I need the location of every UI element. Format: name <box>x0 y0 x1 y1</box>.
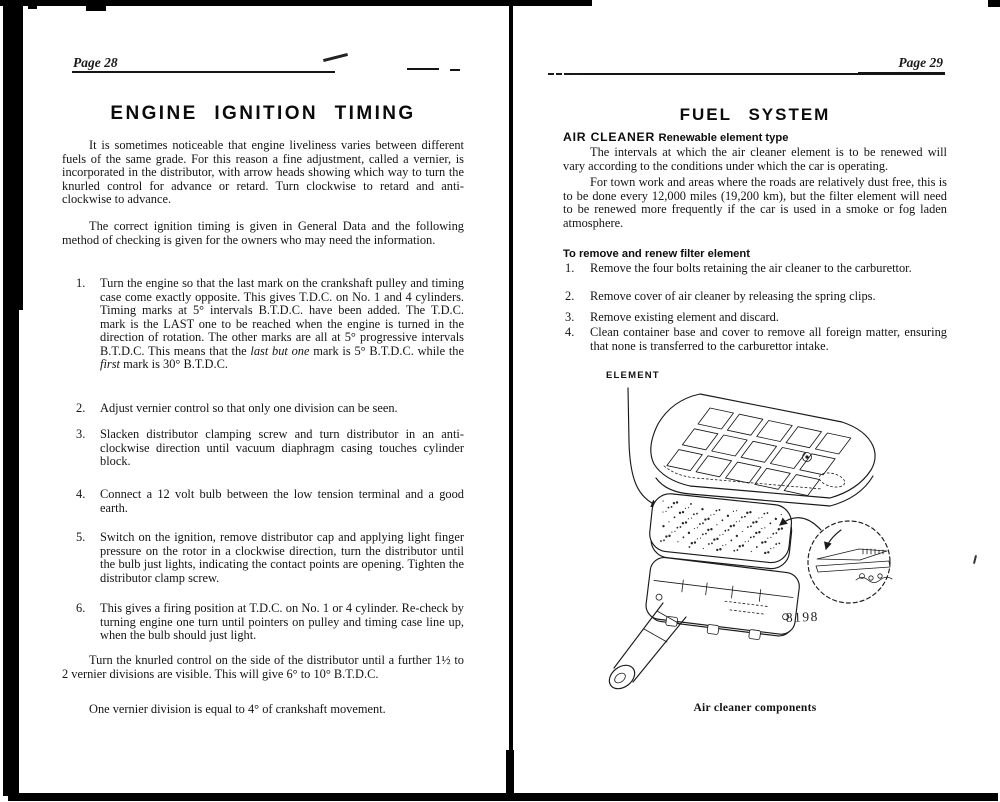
subheading: To remove and renew filter element <box>563 248 750 260</box>
list-text-segment: mark is 30° B.T.D.C. <box>119 357 228 371</box>
list-text-segment: mark is 5° B.T.D.C. while the <box>309 343 464 358</box>
base-drawing <box>643 556 800 644</box>
list-text <box>100 277 464 372</box>
paragraph: It is sometimes noticeable that engine liveliness varies between different fuels of the same grade. For this reason a fine adjustment, called a vernier, is incorporated in the distributor, with arrow heads showing which way to turn the knurled control for advance or retard. Turn clockwise to retard and anti-clockwise to advance. <box>62 138 464 206</box>
list-number: 4. <box>76 487 86 501</box>
section-heading <box>563 130 947 144</box>
scan-gutter-bottom <box>506 750 514 796</box>
inset-element-edge <box>816 561 890 572</box>
header-rule-left <box>72 71 335 73</box>
list-text-italic: last but one <box>250 343 310 358</box>
page-title-left: ENGINE IGNITION TIMING <box>110 103 416 124</box>
list-text: Adjust vernier control so that only one division can be seen. <box>100 401 398 415</box>
cover-wingnut-dot <box>805 455 808 458</box>
section-heading-main: AIR CLEANER <box>563 130 656 144</box>
list-item <box>563 290 947 304</box>
cover-drawing <box>651 394 875 506</box>
air-cleaner-figure <box>560 360 980 700</box>
list-number: 2. <box>565 289 575 303</box>
cover-outline <box>651 394 875 498</box>
inset-hatch-dot <box>878 574 882 578</box>
base-foot <box>707 624 719 634</box>
list-text-segment: Turn the engine so that the last mark on the crankshaft pulley and timing case come exactly opposite. This gives T.D.C. on No. 1 and 4 cylinders. Timing marks at 5° intervals B.T.D.C. have been added. The T.D.C. mark is the LAST one to be reached when the engine is turned in the direction of rotation. The other marks are all at 5° progressive intervals B.T.D.C. This means that the <box>100 276 464 358</box>
list-number: 4. <box>565 325 575 339</box>
list-item <box>62 488 464 515</box>
list-text: Clean container base and cover to remove all foreign matter, ensuring that none is transferred to the carburettor intake. <box>590 325 947 353</box>
header-rule-right-thick <box>858 72 945 75</box>
list-item <box>62 402 464 416</box>
list-item <box>62 602 464 643</box>
paragraph: The intervals at which the air cleaner element is to be renewed will vary according to the conditions under which the car is operating. <box>563 145 947 173</box>
section-heading-qualifier: Renewable element type <box>658 132 789 144</box>
list-text: Remove the four bolts retaining the air cleaner to the carburettor. <box>590 261 912 275</box>
list-item <box>62 277 464 372</box>
list-number: 1. <box>565 261 575 275</box>
scan-edge-left <box>3 0 19 796</box>
list-text: Remove cover of air cleaner by releasing the spring clips. <box>590 289 876 303</box>
list-number: 6. <box>76 601 86 615</box>
element-outline <box>648 492 793 564</box>
scan-edge-top-nub <box>28 0 37 9</box>
list-number: 3. <box>565 310 575 324</box>
list-text: Slacken distributor clamping screw and turn distributor in an anti-clockwise direction until vacuum diaphragm casing touches cylinder block. <box>100 427 464 468</box>
page-title-right: FUEL SYSTEM <box>679 105 831 124</box>
list-item <box>62 531 464 585</box>
list-text: Switch on the ignition, remove distributor cap and applying light finger pressure on the rotor in a clockwise direction, turn the distributor until the bulb just lights, indicating the contact points are opening. Tighten the distributor clamp screw. <box>100 530 464 585</box>
base-foot <box>749 629 761 639</box>
paragraph: One vernier division is equal to 4° of crankshaft movement. <box>89 702 386 716</box>
detail-inset <box>808 521 892 603</box>
list-item <box>563 326 947 353</box>
paragraph: The correct ignition timing is given in General Data and the following method of checking is given for the owners who may need the information. <box>62 219 464 247</box>
list-text: Connect a 12 volt bulb between the low tension terminal and a good earth. <box>100 487 464 515</box>
list-text: This gives a firing position at T.D.C. on No. 1 or 4 cylinder. Re-check by turning engine one turn until pointers on pulley and timing case line up, when the bulb should just light. <box>100 601 464 642</box>
inset-cover-lip <box>817 549 887 560</box>
list-number: 3. <box>76 427 86 441</box>
snorkel-mouth <box>605 661 639 694</box>
inset-hatch-dot <box>869 576 873 580</box>
list-number: 5. <box>76 530 86 544</box>
list-text-italic: first <box>100 357 120 371</box>
pen-mark <box>323 53 348 62</box>
header-rule-dash-2 <box>450 69 460 71</box>
list-item <box>62 428 464 469</box>
list-item <box>563 262 947 276</box>
scan-edge-left-2 <box>19 0 23 310</box>
list-number: 1. <box>76 276 86 290</box>
list-text: Remove existing element and discard. <box>590 310 779 324</box>
figure-caption: Air cleaner components <box>693 702 817 714</box>
header-rule-dash-1 <box>407 68 439 70</box>
figure-label-element: ELEMENT <box>606 370 660 381</box>
list-number: 2. <box>76 401 86 415</box>
figure-number: 8198 <box>785 608 820 625</box>
page-number-right: Page 29 <box>898 55 943 70</box>
paragraph: For town work and areas where the roads are relatively dust free, this is to be done every 12,000 miles (19,200 km), but the filter element will need to be renewed more frequently if the car is used in a smoke or fog laden atmosphere. <box>563 175 947 230</box>
list-item <box>563 311 947 325</box>
page-number-left: Page 28 <box>73 55 118 70</box>
page-28 <box>62 0 464 802</box>
paragraph: Turn the knurled control on the side of the distributor until a further 1½ to 2 vernier divisions are visible. This will give 6° to 10° B.T.D.C. <box>62 653 464 681</box>
scan-gutter <box>509 0 513 796</box>
scan-edge-top-right <box>988 0 1000 7</box>
inset-arrow <box>826 530 841 549</box>
header-rule-right-dashes <box>548 73 578 75</box>
